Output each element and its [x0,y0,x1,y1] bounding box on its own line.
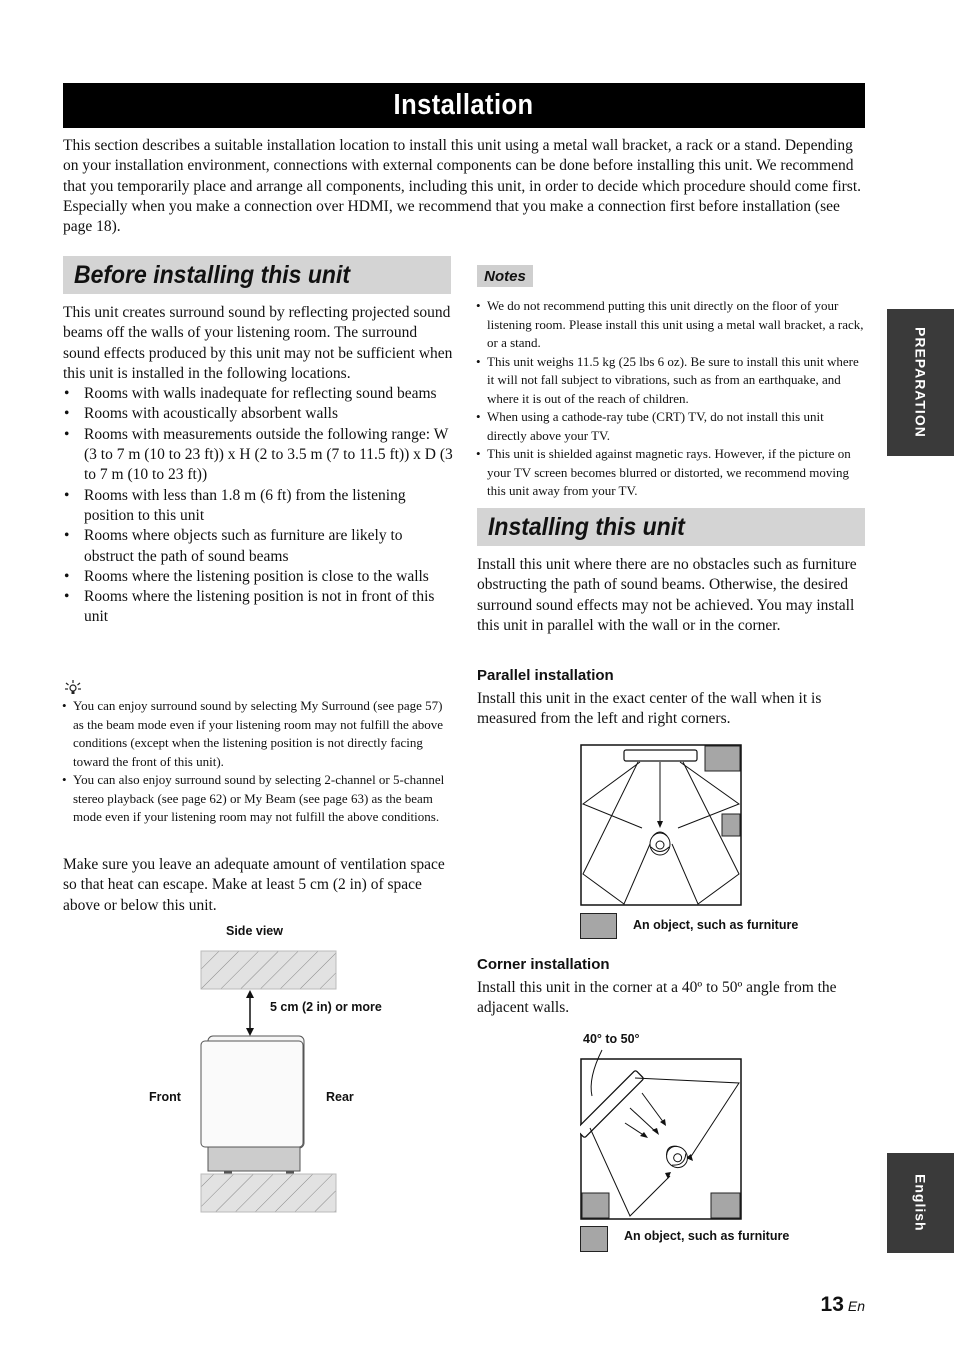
corner-text: Install this unit in the corner at a 40º to 50º angle from the adjacent walls. [477,979,837,1017]
note-item: • We do not recommend putting this unit directly on the floor of your listening room. Please install this unit using a metal wall bracket, a rack, or a stand. [476,297,866,353]
rear-label: Rear [326,1090,354,1104]
parallel-legend-label: An object, such as furniture [633,918,799,932]
furniture-object [711,1193,740,1218]
corner-heading: Corner installation [477,956,610,973]
page-number: 13 En [820,1293,865,1316]
unit-base [208,1147,300,1171]
installing-paragraph: Install this unit where there are no obstacles such as furniture obstructing the path of sound beams. Otherwise, the desired surround sound effects may not be achieved. You may install this unit in parallel with the wall or in the corner. [477,556,857,634]
tip-item: • You can also enjoy surround sound by selecting 2-channel or 5-channel stereo playback (see page 62) or My Beam (see page 63) as the beam mode even if your listening room may not fulfill the above conditions. [62,771,452,827]
parallel-text: Install this unit in the exact center of the wall when it is measured from the left and right corners. [477,690,822,728]
corner-legend-label: An object, such as furniture [624,1229,790,1243]
notes-label: Notes [477,265,533,287]
parallel-heading: Parallel installation [477,667,614,684]
gap-label: 5 cm (2 in) or more [270,1000,382,1014]
note-item: • This unit weighs 11.5 kg (25 lbs 6 oz). Be sure to install this unit where it will not fall subject to vibrations, such as from an earthquake, and where it is out of the reach of children. [476,353,866,409]
furniture-object [705,746,740,771]
before-installing-heading: Before installing this unit [63,256,451,294]
note-item: • This unit is shielded against magnetic rays. However, if the picture on your TV screen becomes blurred or distorted, we recommend moving this unit away from your TV. [476,445,866,501]
gap-arrow-head-up [246,990,254,998]
furniture-object [722,814,740,836]
furniture-legend-swatch [580,1226,608,1252]
page-title-bar [63,83,865,128]
tips-block [62,697,452,827]
ventilation-paragraph: Make sure you leave an adequate amount of ventilation space so that heat can escape. Make at least 5 cm (2 in) of space above or below this unit. [63,856,445,914]
shelf-below [201,1174,336,1212]
listener-icon [650,832,670,855]
side-view-label: Side view [226,924,283,938]
before-paragraph: This unit creates surround sound by reflecting projected sound beams off the walls of your listening room. The surround sound effects produced by this unit may not be sufficient when this unit is installed in the following locations. [63,304,453,382]
sound-bar-unit [624,750,697,761]
list-item: • Rooms with measurements outside the following range: W (3 to 7 m (10 to 23 ft)) x H (2 to 3.5 m (7 to 11.5 ft)) x D (3 to 7 m (10 to 23 ft)) [63,425,455,486]
section-tab-preparation[interactable]: PREPARATION [887,309,954,456]
list-item: • Rooms where the listening position is close to the walls [63,567,455,587]
unit-body [201,1041,303,1147]
furniture-legend-swatch [580,913,617,939]
corner-installation-diagram [580,1048,743,1220]
notes-list [476,297,866,501]
corner-angle-label: 40° to 50° [583,1032,640,1046]
language-tab-english[interactable]: English [887,1153,954,1253]
parallel-installation-diagram [580,744,742,906]
list-item: • Rooms with acoustically absorbent walls [63,404,455,424]
intro-paragraph: This section describes a suitable installation location to install this unit using a metal wall bracket, a rack or a stand. Depending on your installation environment, connections with external components can be done before installing this unit. We recommend that you temporarily place and arrange all components, including this unit, in order to decide which procedure should come first. Especially when you make a connection over HDMI, we recommend that you make a connection first before installation (see page 18). [63,137,862,236]
page-title: Installation [393,89,534,121]
list-item: • Rooms with walls inadequate for reflecting sound beams [63,384,455,404]
furniture-object [582,1193,609,1218]
tip-lightbulb-icon [64,679,82,695]
list-item: • Rooms where objects such as furniture are likely to obstruct the path of sound beams [63,526,455,567]
list-item: • Rooms with less than 1.8 m (6 ft) from the listening position to this unit [63,486,455,527]
installing-heading: Installing this unit [477,508,865,546]
gap-arrow-head-down [246,1028,254,1036]
room-conditions-list [63,384,455,628]
tip-item: • You can enjoy surround sound by selecting My Surround (see page 57) as the beam mode even if your listening room may not fulfill the above conditions (except when the listening position is not directly facing toward the front of this unit). [62,697,452,771]
front-label: Front [149,1090,181,1104]
list-item: • Rooms where the listening position is not in front of this unit [63,587,455,628]
shelf-above [201,951,336,989]
note-item: • When using a cathode-ray tube (CRT) TV, do not install this unit directly above your TV. [476,408,866,445]
side-view-diagram [200,950,338,1215]
before-installing-body [63,303,455,628]
